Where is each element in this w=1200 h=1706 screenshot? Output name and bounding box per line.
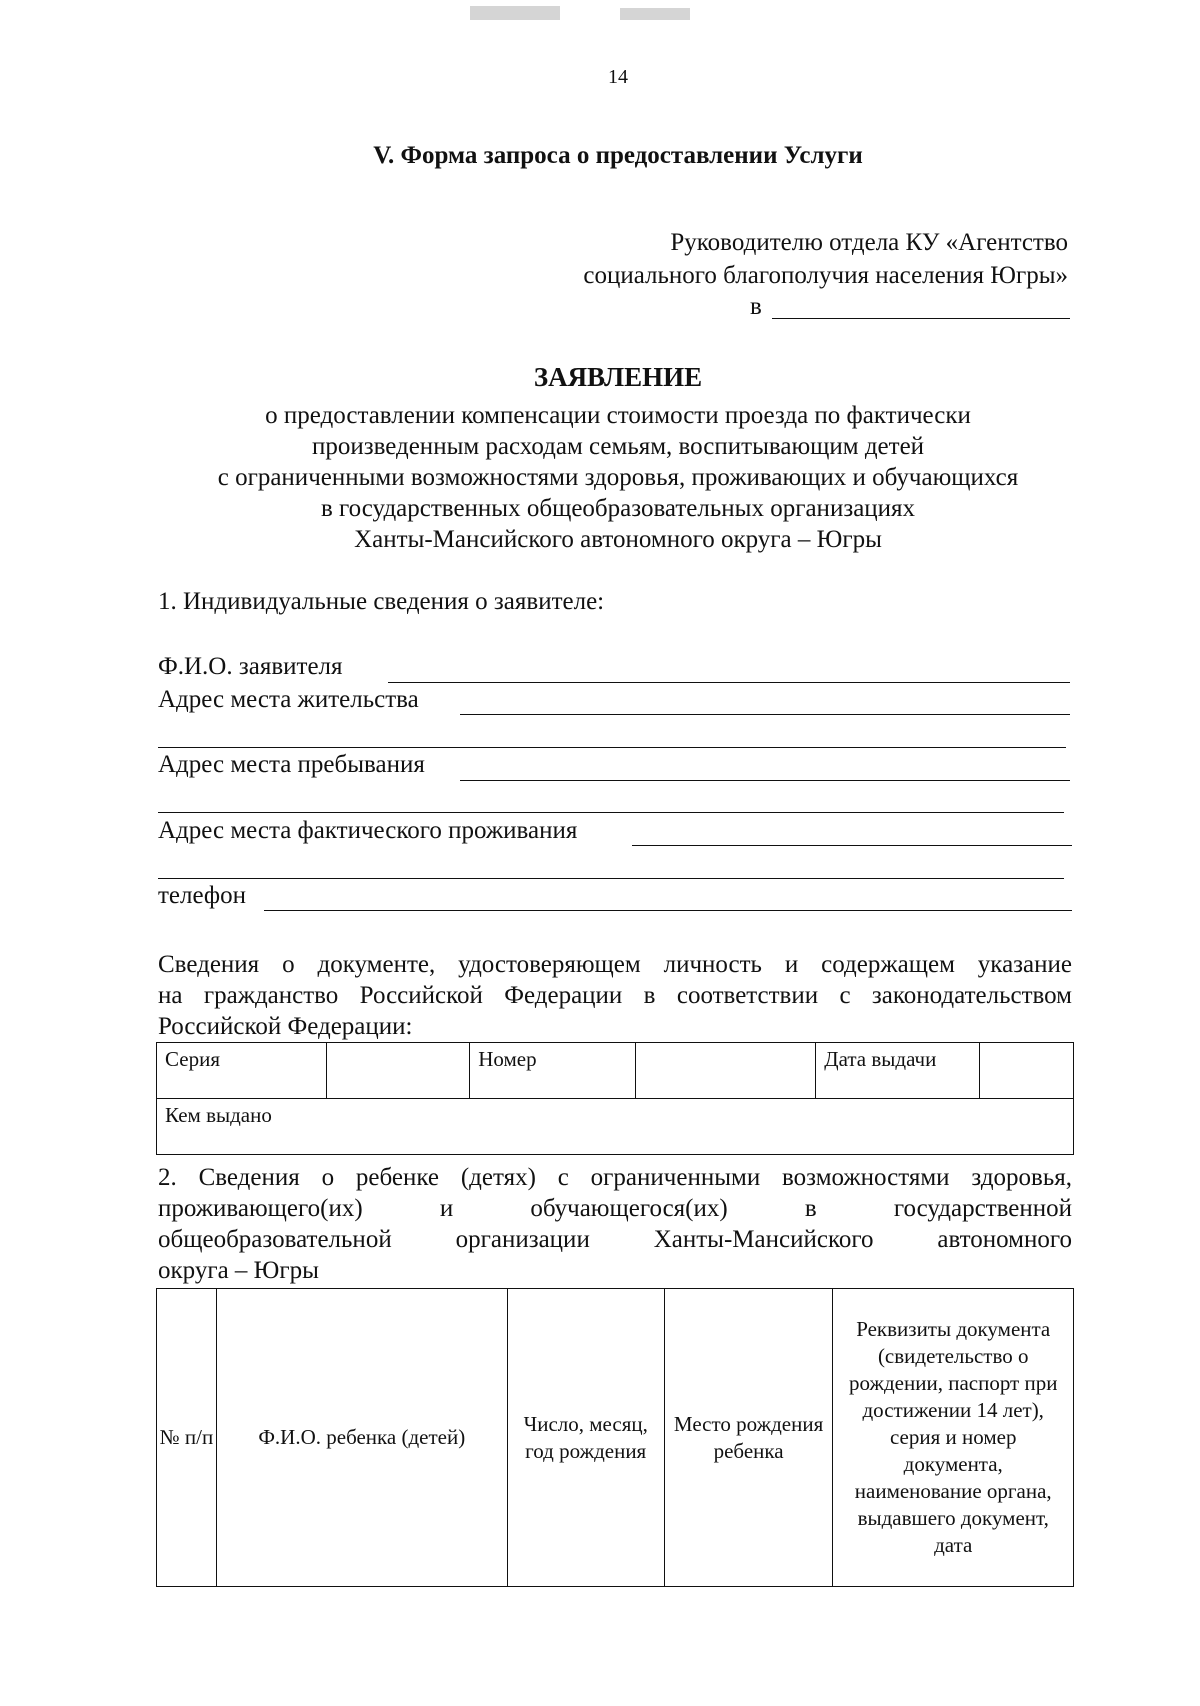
issued-by-cell[interactable]	[157, 1099, 1074, 1155]
phone-label: телефон	[158, 882, 246, 909]
header-birth-date: Число, месяц, год рождения	[507, 1289, 664, 1587]
fio-label: Ф.И.О. заявителя	[158, 653, 343, 680]
header-num: № п/п	[157, 1289, 217, 1587]
header-birth-place: Место рождения ребенка	[664, 1289, 833, 1587]
residence-field-line2[interactable]	[158, 747, 1066, 748]
number-label: Номер	[478, 1047, 537, 1071]
subtitle-line: в государственных общеобразовательных организациях	[320, 495, 916, 522]
scan-speckle	[470, 6, 560, 20]
identity-paragraph-line: на гражданство Российской Федерации в соответствии с законодательством	[158, 982, 1072, 1009]
addressee-in-prefix: в	[750, 293, 762, 320]
stay-field[interactable]	[460, 780, 1070, 781]
addressee-department-field[interactable]	[772, 318, 1070, 319]
number-value-cell[interactable]	[635, 1043, 816, 1099]
scan-speckle	[620, 8, 690, 20]
identity-doc-paragraph	[158, 949, 1072, 1042]
section2-heading-line: 2. Сведения о ребенке (детях) с ограниченными возможностями здоровья,	[158, 1164, 1072, 1191]
addressee-line1: Руководителю отдела КУ «Агентство	[670, 229, 1068, 256]
stay-field-line2[interactable]	[158, 812, 1064, 813]
phone-field[interactable]	[264, 910, 1072, 911]
number-label-cell	[470, 1043, 635, 1099]
residence-field[interactable]	[460, 714, 1070, 715]
subtitle-line: произведенным расходам семьям, воспитывающим детей	[311, 433, 925, 460]
application-subtitle	[140, 400, 1096, 555]
issue-date-value-cell[interactable]	[979, 1043, 1073, 1099]
issued-by-label: Кем выдано	[165, 1103, 272, 1127]
identity-paragraph-line: Сведения о документе, удостоверяющем личность и содержащем указание	[158, 951, 1072, 978]
subtitle-line: о предоставлении компенсации стоимости проезда по фактически	[265, 402, 971, 429]
subtitle-line: с ограниченными возможностями здоровья, проживающих и обучающихся	[217, 464, 1019, 491]
fio-field[interactable]	[388, 682, 1070, 683]
section2-heading-line: проживающего(их) и обучающегося(их) в государственной	[158, 1195, 1072, 1222]
addressee-line2: социального благополучия населения Югры»	[583, 262, 1068, 289]
series-value-cell[interactable]	[327, 1043, 470, 1099]
application-title: ЗАЯВЛЕНИЕ	[533, 362, 703, 392]
section2-heading-line: общеобразовательной организации Ханты-Мансийского автономного	[158, 1226, 1072, 1253]
actual-label: Адрес места фактического проживания	[158, 817, 578, 844]
section2-heading	[158, 1162, 1072, 1286]
series-label-cell	[157, 1043, 327, 1099]
section1-heading: 1. Индивидуальные сведения о заявителе:	[158, 588, 605, 615]
section-title: V. Форма запроса о предоставлении Услуги	[373, 142, 863, 169]
children-table	[156, 1288, 1074, 1587]
page-number: 14	[608, 66, 628, 88]
series-label: Серия	[165, 1047, 220, 1071]
identity-paragraph-line: Российской Федерации:	[158, 1013, 413, 1040]
header-child-fio: Ф.И.О. ребенка (детей)	[216, 1289, 507, 1587]
identity-doc-table	[156, 1042, 1074, 1155]
header-doc-details: Реквизиты документа (свидетельство о рождении, паспорт при достижении 14 лет), серия и номер документа, наименование органа, выдавшего документ, дата	[833, 1289, 1074, 1587]
issue-date-label-cell	[816, 1043, 979, 1099]
actual-field-line2[interactable]	[158, 878, 1064, 879]
issue-date-label: Дата выдачи	[824, 1047, 937, 1071]
subtitle-line: Ханты-Мансийского автономного округа – Югры	[354, 526, 882, 553]
stay-label: Адрес места пребывания	[158, 751, 425, 778]
actual-field[interactable]	[632, 845, 1072, 846]
section2-heading-line: округа – Югры	[158, 1257, 319, 1284]
residence-label: Адрес места жительства	[158, 686, 419, 713]
